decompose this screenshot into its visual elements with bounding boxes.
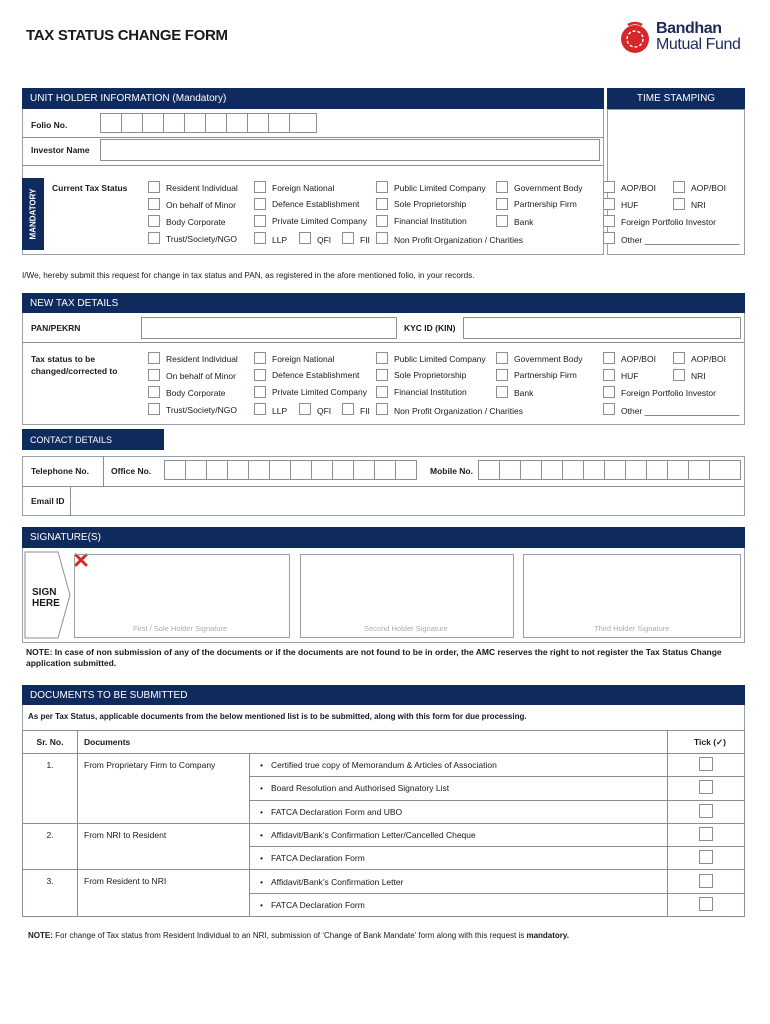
from-cell: From NRI to Resident bbox=[78, 823, 250, 870]
new-opt: Non Profit Organization / Charities bbox=[394, 406, 523, 416]
new-opt: Partnership Firm bbox=[514, 370, 577, 380]
second-holder-caption: Second Holder Signature bbox=[364, 624, 448, 633]
new-pvt-ltd-checkbox[interactable] bbox=[254, 386, 266, 398]
bullet: • bbox=[260, 876, 263, 887]
cur-resident-checkbox[interactable] bbox=[148, 181, 160, 193]
sr-cell: 3. bbox=[23, 870, 78, 917]
new-body-corp-checkbox[interactable] bbox=[148, 386, 160, 398]
investor-name-input[interactable] bbox=[100, 139, 600, 161]
col-docs: Documents bbox=[78, 731, 668, 754]
new-llp-checkbox[interactable] bbox=[254, 403, 266, 415]
tick-cell bbox=[668, 893, 745, 916]
new-other-checkbox[interactable] bbox=[603, 403, 615, 415]
tick-checkbox[interactable] bbox=[699, 780, 713, 794]
new-govt-checkbox[interactable] bbox=[496, 352, 508, 364]
new-opt: On behalf of Minor bbox=[166, 371, 236, 381]
pan-input[interactable] bbox=[141, 317, 397, 339]
signatures-header: SIGNATURE(S) bbox=[22, 527, 745, 548]
new-opt: AOP/BOI bbox=[691, 354, 726, 364]
pan-label: PAN/PEKRN bbox=[31, 323, 81, 333]
documents-intro: As per Tax Status, applicable documents from the below mentioned list is to be submitted, along with this form for due processing. bbox=[28, 712, 527, 721]
new-opt: Private Limited Company bbox=[272, 387, 367, 397]
cur-foreign-national-checkbox[interactable] bbox=[254, 181, 266, 193]
investor-name-label: Investor Name bbox=[31, 145, 90, 155]
doc-item-text: Affidavit/Bank’s Confirmation Letter/Cancelled Cheque bbox=[270, 830, 476, 841]
unit-holder-header: UNIT HOLDER INFORMATION (Mandatory) bbox=[22, 88, 604, 109]
cur-bank-checkbox[interactable] bbox=[496, 215, 508, 227]
cur-fin-inst-checkbox[interactable] bbox=[376, 215, 388, 227]
kyc-label: KYC ID (KIN) bbox=[404, 323, 456, 333]
cur-pvt-ltd-checkbox[interactable] bbox=[254, 215, 266, 227]
telephone-label: Telephone No. bbox=[31, 466, 89, 476]
final-note bbox=[28, 930, 748, 941]
new-opt: HUF bbox=[621, 371, 639, 381]
new-tax-header: NEW TAX DETAILS bbox=[22, 293, 745, 313]
new-opt: AOP/BOI bbox=[621, 354, 656, 364]
cur-public-ltd-checkbox[interactable] bbox=[376, 181, 388, 193]
tick-cell bbox=[668, 754, 745, 777]
table-row bbox=[23, 823, 745, 846]
cur-opt: Partnership Firm bbox=[514, 199, 577, 209]
tick-cell bbox=[668, 847, 745, 870]
new-trust-checkbox[interactable] bbox=[148, 403, 160, 415]
cur-opt: Financial Institution bbox=[394, 216, 467, 226]
cur-opt: Foreign National bbox=[272, 183, 335, 193]
new-opt: Foreign National bbox=[272, 354, 335, 364]
new-sole-prop-checkbox[interactable] bbox=[376, 369, 388, 381]
cur-opt: Non Profit Organization / Charities bbox=[394, 235, 523, 245]
doc-item-text: FATCA Declaration Form bbox=[270, 899, 365, 910]
tick-checkbox[interactable] bbox=[699, 850, 713, 864]
doc-item bbox=[250, 847, 668, 870]
cur-npo-checkbox[interactable] bbox=[376, 232, 388, 244]
cur-opt: LLP bbox=[272, 235, 288, 245]
new-opt: Foreign Portfolio Investor bbox=[621, 388, 716, 398]
cur-qfi-checkbox[interactable] bbox=[299, 232, 311, 244]
bullet: • bbox=[260, 783, 263, 794]
table-row bbox=[23, 754, 745, 777]
new-partnership-checkbox[interactable] bbox=[496, 369, 508, 381]
cur-opt: Bank bbox=[514, 217, 534, 227]
cur-opt: Other ____________________ bbox=[621, 235, 740, 245]
cur-other-checkbox[interactable] bbox=[603, 232, 615, 244]
cur-opt: FII bbox=[360, 235, 370, 245]
sign-label-2: HERE bbox=[32, 598, 60, 609]
doc-item bbox=[250, 870, 668, 893]
sr-cell: 2. bbox=[23, 823, 78, 870]
new-nri-checkbox[interactable] bbox=[673, 369, 685, 381]
cur-opt: Defence Establishment bbox=[272, 199, 360, 209]
cur-fii-checkbox[interactable] bbox=[342, 232, 354, 244]
doc-item-text: FATCA Declaration Form bbox=[270, 853, 365, 864]
office-label: Office No. bbox=[111, 466, 152, 476]
bandhan-logo-icon bbox=[618, 20, 652, 54]
contact-header: CONTACT DETAILS bbox=[22, 429, 164, 450]
final-note-prefix: NOTE: bbox=[28, 931, 53, 940]
doc-item-text: Affidavit/Bank’s Confirmation Letter bbox=[270, 876, 404, 887]
cur-nri-checkbox[interactable] bbox=[673, 198, 685, 210]
sign-label-1: SIGN bbox=[32, 587, 57, 598]
doc-item bbox=[250, 823, 668, 846]
tick-cell bbox=[668, 823, 745, 846]
tick-cell bbox=[668, 777, 745, 800]
time-stamping-header: TIME STAMPING bbox=[607, 88, 745, 109]
declaration-text: I/We, hereby submit this request for change in tax status and PAN, as registered in the afore mentioned folio, in your records. bbox=[22, 271, 475, 280]
doc-item bbox=[250, 800, 668, 823]
sr-cell: 1. bbox=[23, 754, 78, 824]
cur-opt: Foreign Portfolio Investor bbox=[621, 217, 716, 227]
doc-item bbox=[250, 777, 668, 800]
doc-item-text: Certified true copy of Memorandum & Articles of Association bbox=[270, 760, 497, 771]
cur-opt: Resident Individual bbox=[166, 183, 238, 193]
new-foreign-national-checkbox[interactable] bbox=[254, 352, 266, 364]
tick-checkbox[interactable] bbox=[699, 874, 713, 888]
mobile-label: Mobile No. bbox=[430, 466, 473, 476]
new-aop-checkbox[interactable] bbox=[603, 352, 615, 364]
cur-govt-checkbox[interactable] bbox=[496, 181, 508, 193]
status-label-2: changed/corrected to bbox=[31, 366, 118, 376]
cur-aop-checkbox[interactable] bbox=[603, 181, 615, 193]
cur-opt: HUF bbox=[621, 200, 639, 210]
cur-body-corp-checkbox[interactable] bbox=[148, 215, 160, 227]
cur-opt: Sole Proprietorship bbox=[394, 199, 467, 209]
cur-defence-checkbox[interactable] bbox=[254, 198, 266, 210]
from-cell: From Resident to NRI bbox=[78, 870, 250, 917]
signature-note: NOTE: In case of non submission of any of the documents or if the documents are not found to be in order, the AMC reserves the right to not register the Tax Status Change application submitted. bbox=[26, 647, 722, 668]
doc-item-text: FATCA Declaration Form and UBO bbox=[270, 806, 403, 817]
cur-opt: Private Limited Company bbox=[272, 216, 367, 226]
cur-sole-prop-checkbox[interactable] bbox=[376, 198, 388, 210]
tick-cell bbox=[668, 800, 745, 823]
bandhan-logo bbox=[618, 18, 753, 58]
cur-opt: Trust/Society/NGO bbox=[166, 234, 238, 244]
new-fpi-checkbox[interactable] bbox=[603, 386, 615, 398]
new-opt: Financial Institution bbox=[394, 387, 467, 397]
cur-minor-checkbox[interactable] bbox=[148, 198, 160, 210]
new-opt: Trust/Society/NGO bbox=[166, 405, 238, 415]
cur-trust-checkbox[interactable] bbox=[148, 232, 160, 244]
cur-opt: NRI bbox=[691, 200, 706, 210]
new-opt: Sole Proprietorship bbox=[394, 370, 467, 380]
third-holder-caption: Third Holder Signature bbox=[594, 624, 670, 633]
cur-opt: AOP/BOI bbox=[621, 183, 656, 193]
new-resident-checkbox[interactable] bbox=[148, 352, 160, 364]
tick-checkbox[interactable] bbox=[699, 804, 713, 818]
cur-fpi-checkbox[interactable] bbox=[603, 215, 615, 227]
final-note-text: For change of Tax status from Resident Individual to an NRI, submission of ‘Change of Bank Mandate’ form along with this request is bbox=[52, 931, 527, 940]
new-opt: NRI bbox=[691, 371, 706, 381]
doc-item bbox=[250, 893, 668, 916]
doc-item-text: Board Resolution and Authorised Signatory List bbox=[270, 783, 450, 794]
email-input[interactable] bbox=[72, 489, 741, 513]
from-cell: From Proprietary Firm to Company bbox=[78, 754, 250, 824]
cur-opt: Body Corporate bbox=[166, 217, 226, 227]
final-note-bold: mandatory. bbox=[526, 931, 569, 940]
new-npo-checkbox[interactable] bbox=[376, 403, 388, 415]
tick-checkbox[interactable] bbox=[699, 757, 713, 771]
doc-item bbox=[250, 754, 668, 777]
cur-opt: AOP/BOI bbox=[691, 183, 726, 193]
table-row bbox=[23, 870, 745, 893]
cur-aop2-checkbox[interactable] bbox=[673, 181, 685, 193]
col-sr: Sr. No. bbox=[23, 731, 78, 754]
new-opt: LLP bbox=[272, 406, 288, 416]
new-aop2-checkbox[interactable] bbox=[673, 352, 685, 364]
first-holder-caption: First / Sole Holder Signature bbox=[133, 624, 228, 633]
cur-opt: Government Body bbox=[514, 183, 583, 193]
logo-line-2: Mutual Fund bbox=[656, 36, 741, 53]
mandatory-label: MANDATORY bbox=[28, 188, 38, 240]
new-opt: Public Limited Company bbox=[394, 354, 486, 364]
new-fii-checkbox[interactable] bbox=[342, 403, 354, 415]
new-opt: FII bbox=[360, 406, 370, 416]
email-label: Email ID bbox=[31, 496, 65, 506]
status-label-1: Tax status to be bbox=[31, 354, 96, 364]
tick-checkbox[interactable] bbox=[699, 827, 713, 841]
new-defence-checkbox[interactable] bbox=[254, 369, 266, 381]
documents-header: DOCUMENTS TO BE SUBMITTED bbox=[22, 685, 745, 705]
cur-opt: QFI bbox=[317, 235, 332, 245]
new-opt: Other ____________________ bbox=[621, 406, 740, 416]
new-bank-checkbox[interactable] bbox=[496, 386, 508, 398]
tick-cell bbox=[668, 870, 745, 893]
folio-label: Folio No. bbox=[31, 120, 68, 130]
new-opt: Body Corporate bbox=[166, 388, 226, 398]
logo-line-1: Bandhan bbox=[656, 20, 722, 37]
documents-table bbox=[22, 730, 745, 917]
new-opt: Government Body bbox=[514, 354, 583, 364]
new-qfi-checkbox[interactable] bbox=[299, 403, 311, 415]
table-header-row bbox=[23, 731, 745, 754]
kyc-input[interactable] bbox=[463, 317, 741, 339]
form-title: TAX STATUS CHANGE FORM bbox=[26, 27, 228, 44]
bullet: • bbox=[260, 760, 263, 771]
new-opt: Defence Establishment bbox=[272, 370, 360, 380]
cur-huf-checkbox[interactable] bbox=[603, 198, 615, 210]
new-fin-inst-checkbox[interactable] bbox=[376, 386, 388, 398]
new-minor-checkbox[interactable] bbox=[148, 369, 160, 381]
bullet: • bbox=[260, 830, 263, 841]
new-opt: Bank bbox=[514, 388, 534, 398]
col-tick: Tick (✓) bbox=[668, 731, 745, 754]
mandatory-tab bbox=[22, 178, 44, 250]
bullet: • bbox=[260, 853, 263, 864]
current-tax-label: Current Tax Status bbox=[52, 183, 128, 193]
cur-llp-checkbox[interactable] bbox=[254, 232, 266, 244]
bullet: • bbox=[260, 806, 263, 817]
new-opt: QFI bbox=[317, 406, 332, 416]
tick-checkbox[interactable] bbox=[699, 897, 713, 911]
cur-partnership-checkbox[interactable] bbox=[496, 198, 508, 210]
cur-opt: Public Limited Company bbox=[394, 183, 486, 193]
new-huf-checkbox[interactable] bbox=[603, 369, 615, 381]
new-opt: Resident Individual bbox=[166, 354, 238, 364]
new-public-ltd-checkbox[interactable] bbox=[376, 352, 388, 364]
cur-opt: On behalf of Minor bbox=[166, 200, 236, 210]
bullet: • bbox=[260, 899, 263, 910]
